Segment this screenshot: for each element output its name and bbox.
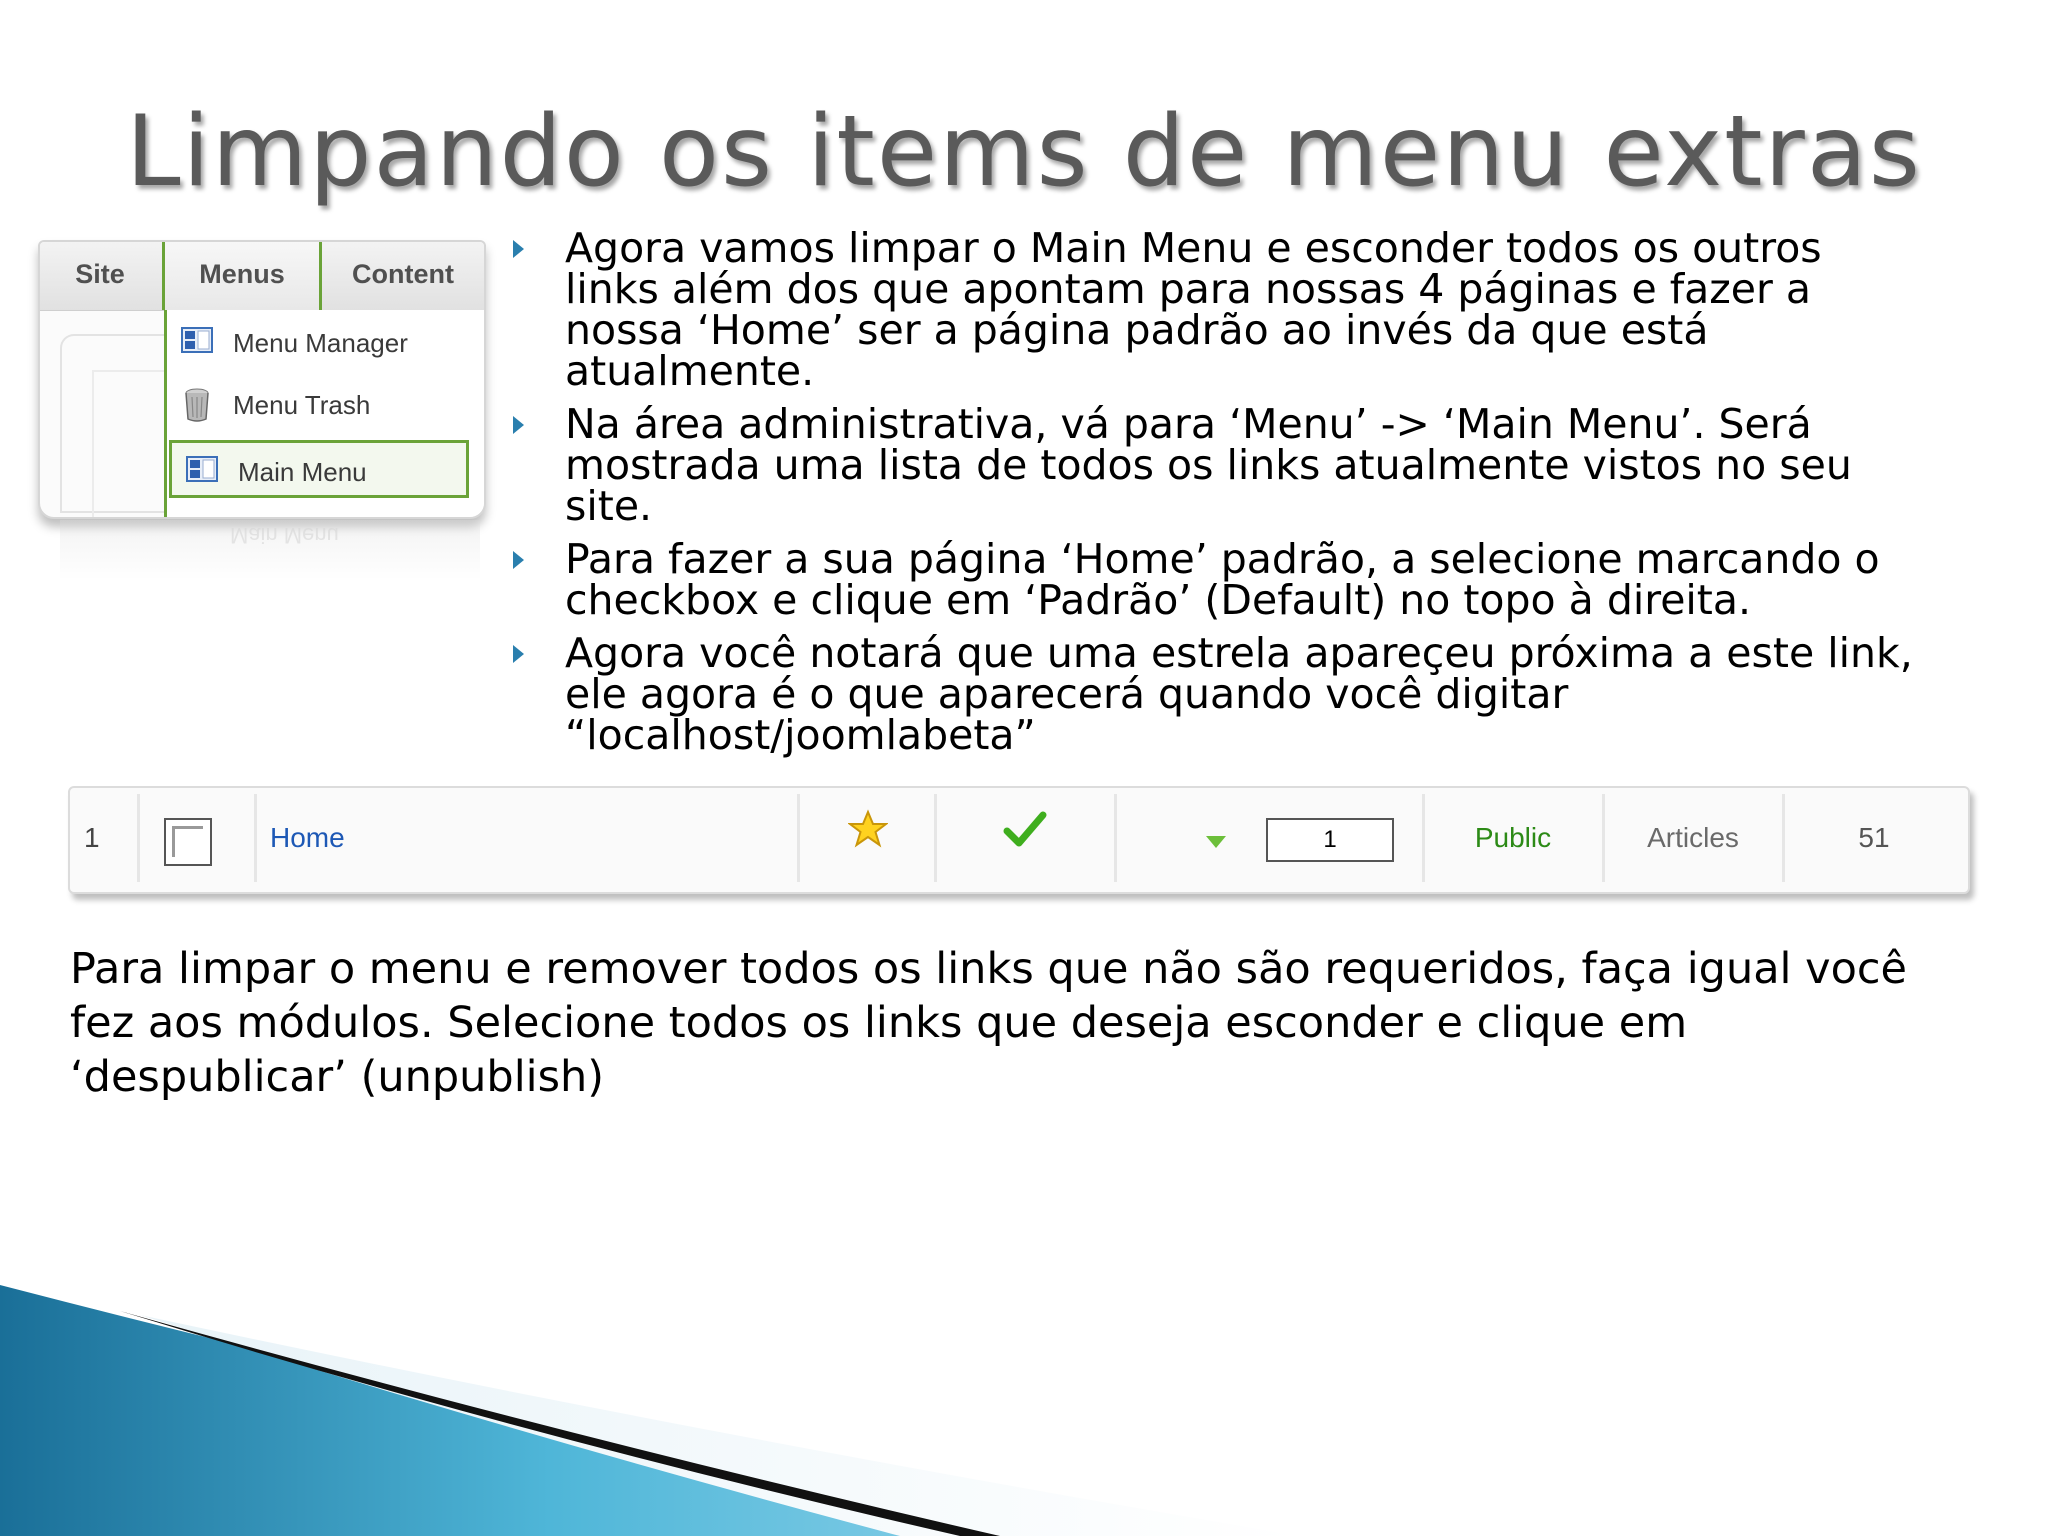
star-icon[interactable]	[848, 796, 888, 884]
row-checkbox[interactable]	[164, 818, 212, 866]
default-cell	[802, 794, 937, 882]
item-id: 51	[1858, 822, 1890, 853]
checkmark-icon[interactable]	[1003, 796, 1047, 884]
tab-menus[interactable]: Menus	[162, 242, 322, 310]
menu-reflection	[60, 520, 480, 580]
dropdown-item-menu-manager[interactable]	[167, 314, 473, 370]
instruction-paragraph: Para limpar o menu e remover todos os links que não são requeridos, faça igual você fez aos módulos. Selecione todos os links que deseja esconder e clique em ‘despublicar’ (unpublish)	[70, 944, 1908, 1102]
item-type: Articles	[1604, 794, 1785, 882]
published-cell	[936, 794, 1117, 882]
row-checkbox-cell	[142, 794, 257, 882]
row-number: 1	[70, 794, 140, 882]
reflection-text: Main Menu	[230, 523, 339, 548]
slide-title: Limpando os items de menu extras	[126, 95, 1922, 209]
bottom-decoration	[0, 1285, 2048, 1536]
menus-dropdown	[164, 310, 485, 517]
bullet-item	[505, 535, 1925, 624]
order-cell	[1116, 794, 1425, 882]
trash-icon	[181, 388, 213, 416]
access-level[interactable]: Public	[1424, 794, 1605, 882]
tab-content[interactable]: Content	[352, 259, 454, 289]
dropdown-item-label: Menu Trash	[233, 390, 371, 420]
bullet-arrow-icon	[513, 240, 524, 258]
order-input[interactable]: 1	[1266, 818, 1394, 862]
bullet-arrow-icon	[513, 551, 524, 569]
dropdown-item-main-menu[interactable]	[169, 440, 469, 498]
bullet-text: Na área administrativa, vá para ‘Menu’ -> ‘Main Menu’. Será mostrada uma lista de todos os links atualmente vistos no seu site.	[565, 400, 1852, 530]
main-menu-icon	[186, 455, 218, 483]
arrow-down-icon[interactable]	[1206, 836, 1226, 848]
dropdown-item-label: Main Menu	[238, 457, 367, 487]
menu-tab-bar	[40, 242, 484, 311]
bullet-text: Agora você notará que uma estrela apareçeu próxima a este link, ele agora é o que aparecerá quando você digitar “localhost/joomlabeta”	[565, 629, 1913, 759]
menu-panel	[38, 240, 486, 519]
menu-manager-icon	[181, 326, 213, 354]
background-panel-inner	[92, 370, 170, 519]
bullet-text: Para fazer a sua página ‘Home’ padrão, a selecione marcando o checkbox e clique em ‘Padrão’ (Default) no topo à direita.	[565, 535, 1880, 624]
bullet-arrow-icon	[513, 645, 524, 663]
bullet-item	[505, 629, 1925, 759]
tab-site[interactable]: Site	[75, 259, 125, 289]
row-title-link[interactable]: Home	[256, 794, 800, 882]
menu-screenshot	[38, 240, 482, 515]
dropdown-item-label: Menu Manager	[233, 328, 408, 358]
bullet-item	[505, 224, 1925, 395]
bullet-arrow-icon	[513, 416, 524, 434]
dropdown-item-menu-trash[interactable]	[167, 376, 473, 432]
bullet-item	[505, 400, 1925, 530]
bullet-list	[505, 224, 1925, 768]
menu-item-row-screenshot	[68, 786, 1970, 894]
bullet-text: Agora vamos limpar o Main Menu e esconder todos os outros links além dos que apontam para nossas 4 páginas e fazer a nossa ‘Home’ ser a página padrão ao invés da que está atualmente.	[565, 224, 1822, 395]
